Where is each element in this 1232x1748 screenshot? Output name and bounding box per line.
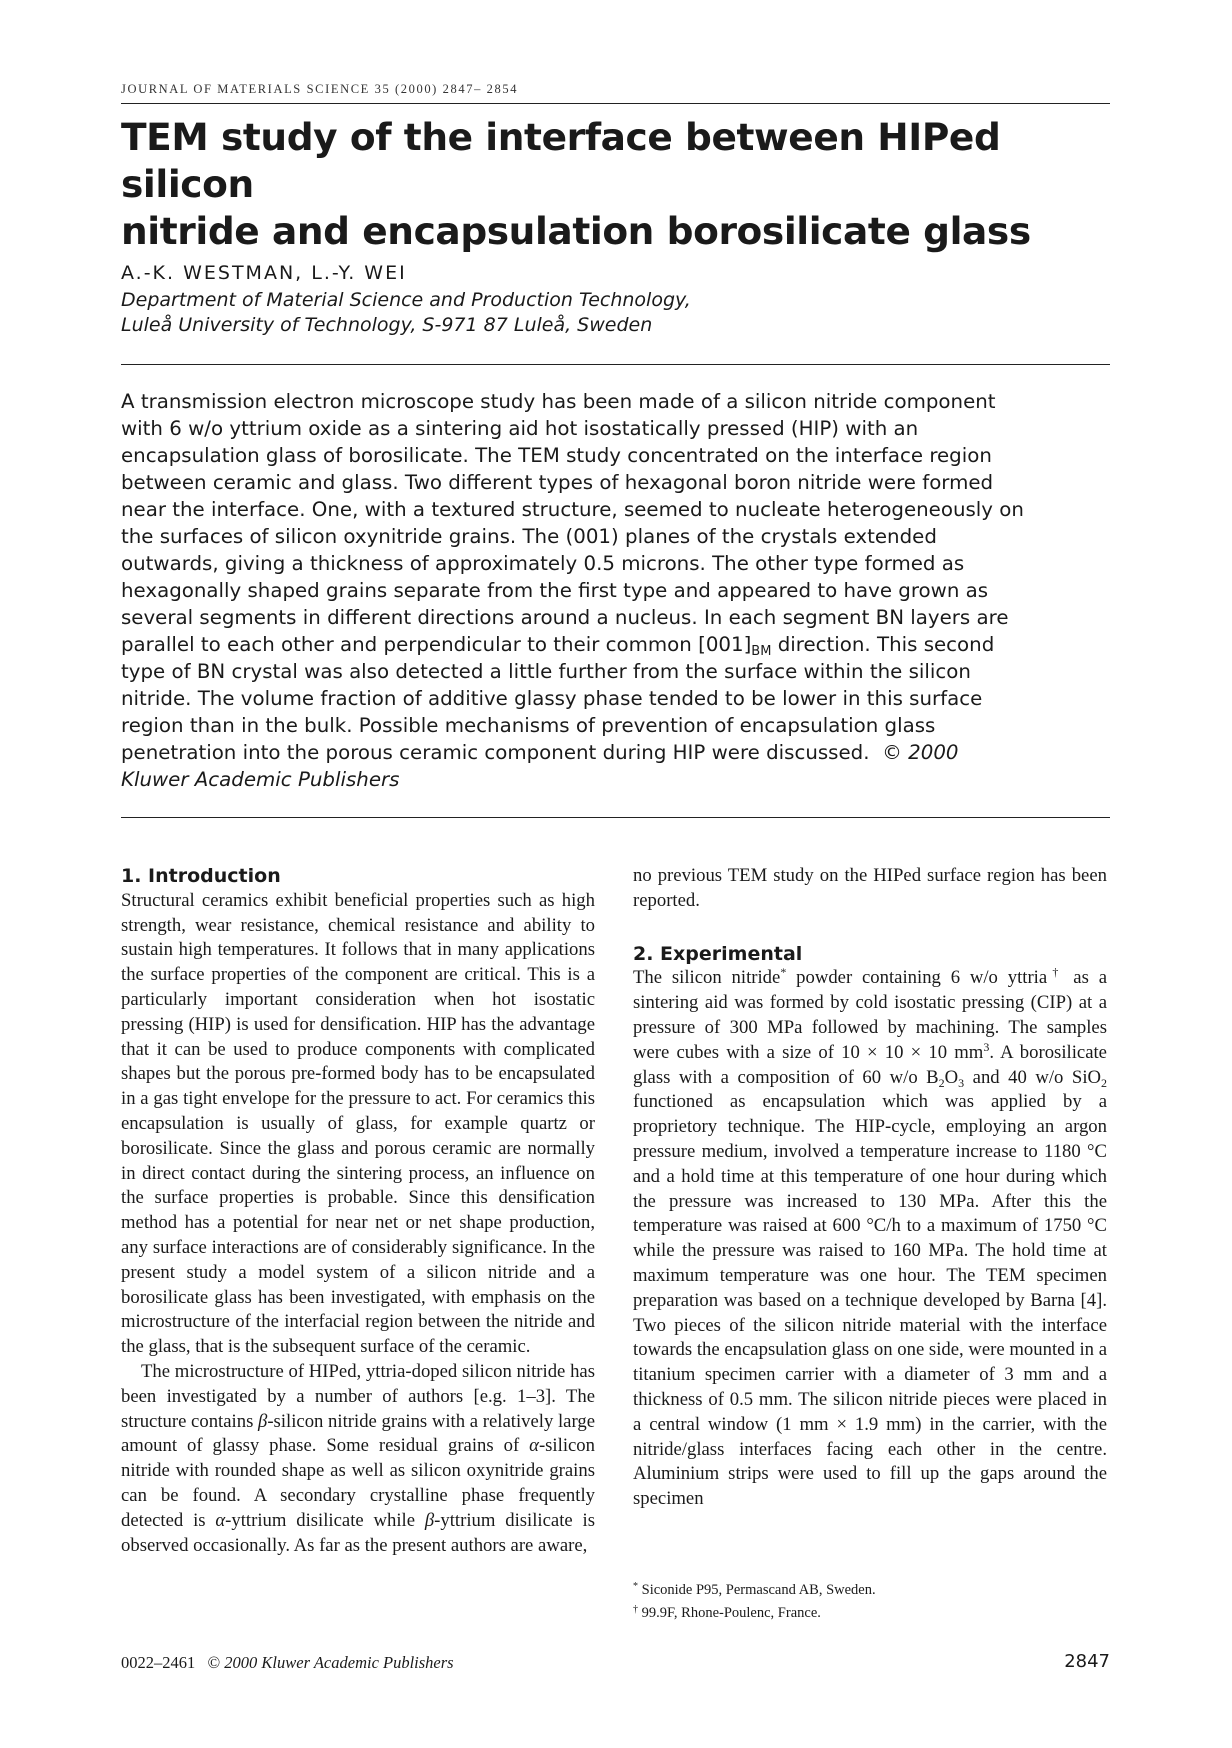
abstract-line: near the interface. One, with a textured structure, seemed to nucleate heterogeneously on: [121, 498, 1024, 521]
footnote-marker: †: [1047, 965, 1064, 980]
subscript-bm: BM: [751, 644, 772, 659]
abstract-text: penetration into the porous ceramic component during HIP were discussed.: [121, 741, 870, 764]
experimental-paragraph: [633, 966, 1107, 1512]
text-run: O: [944, 1066, 959, 1088]
intro-paragraph-1: Structural ceramics exhibit beneficial properties such as high strength, wear resistance, chemical resistance and ability to sustain high temperatures. It follows that in many applications the surface properties of the component are critical. This is a particularly important consideration when hot isostatic pressing (HIP) is used for densification. HIP has the advantage that it can be used to produce components with complicated shapes but the porous pre-formed body has to be encapsulated in a gas tight envelope for the pressure to act. For ceramics this encapsulation is usually of glass, for example quartz or borosilicate. Since the glass and porous ceramic are normally in direct contact during the sintering process, an influence on the surface properties is probable. Since this densification method has a potential for near net or net shape production, any surface interactions are of considerably significance. In the present study a model system of a silicon nitride and a borosilicate glass has been investigated, with emphasis on the microstructure of the interfacial region between the nitride and the glass, that is the subsequent surface of the ceramic.: [121, 889, 595, 1358]
text-run: The microstructure of HIPed, yttria-doped silicon nitride has been investigated by a number of authors [e.g. 1–3]. The structure contains: [121, 1360, 595, 1432]
footer-publisher: 2000 Kluwer Academic Publishers: [224, 1653, 454, 1672]
footnote-mark: *: [633, 1581, 638, 1592]
greek-beta: β: [258, 1410, 268, 1432]
superscript: 3: [983, 1039, 990, 1054]
footnote-text: 99.9F, Rhone-Poulenc, France.: [638, 1605, 821, 1621]
abstract-copyright: © 2000: [882, 741, 959, 764]
abstract-line: outwards, giving a thickness of approximately 0.5 microns. The other type formed as: [121, 552, 965, 575]
subscript: 2: [1101, 1075, 1107, 1090]
page-number: 2847: [1064, 1651, 1110, 1672]
greek-alpha: α: [215, 1509, 226, 1531]
abstract-line: region than in the bulk. Possible mechanisms of prevention of encapsulation glass: [121, 714, 936, 737]
text-run: -silicon nitride with rounded shape as well as silicon oxynitride grains can be found. A secondary crystalline phase frequently detected is: [121, 1435, 595, 1531]
subscript: 3: [958, 1075, 965, 1090]
text-run: -yttrium disilicate is observed occasionally. As far as the present authors are aware,: [121, 1509, 595, 1556]
greek-beta: β: [424, 1509, 435, 1531]
section-gap: [633, 914, 1107, 942]
right-column: [633, 864, 1107, 1512]
text-run: . A borosilicate glass with a composition of 60 w/o B: [633, 1041, 1107, 1088]
abstract-publisher: Kluwer Academic Publishers: [121, 768, 400, 791]
section-heading-experimental: 2. Experimental: [633, 942, 803, 965]
section-heading-introduction: 1. Introduction: [121, 865, 281, 887]
affiliation: [121, 288, 1021, 338]
greek-alpha: α: [529, 1435, 539, 1457]
journal-header: JOURNAL OF MATERIALS SCIENCE 35 (2000) 2847– 2854: [121, 82, 519, 96]
abstract-text: direction. This second: [771, 633, 995, 656]
page-footer-left: [121, 1653, 454, 1673]
abstract: [121, 388, 1111, 793]
text-run: The silicon nitride: [633, 967, 781, 989]
text-run: -yttrium disilicate while: [225, 1509, 425, 1531]
footnote-mark: †: [633, 1604, 638, 1615]
article-title: [121, 114, 1111, 255]
text-run: powder containing 6 w/o yttria: [786, 967, 1048, 989]
title-line-2: nitride and encapsulation borosilicate glass: [121, 209, 1031, 253]
affiliation-line-1: Department of Material Science and Production Technology,: [121, 289, 691, 311]
footnote: [633, 1602, 1107, 1625]
text-run: functioned as encapsulation which was applied by a proprietory technique. The HIP-cycle, employing an argon pressure medium, involved a temperature increase to 1180 °C and a hold time at this temperature of one hour during which the pressure was increased to 130 MPa. After this the temperature was raised at 600 °C/h to a maximum of 1750 °C while the pressure was raised to 160 MPa. The hold time at maximum temperature was one hour. The TEM specimen preparation was based on a technique developed by Barna [4]. Two pieces of the silicon nitride material with the interface towards the encapsulation glass on one side, were mounted in a titanium specimen carrier with a diameter of 3 mm and a thickness of 0.5 mm. The silicon nitride pieces were placed in a central window (1 mm × 1.9 mm) in the carrier, with the nitride/glass interfaces facing each other in the centre. Aluminium strips were used to fill up the gaps around the specimen: [633, 1091, 1107, 1510]
footnote: [633, 1579, 1107, 1602]
abstract-line: with 6 w/o yttrium oxide as a sintering aid hot isostatically pressed (HIP) with an: [121, 417, 919, 440]
text-run: as a sintering aid was formed by cold isostatic pressing (CIP) at a pressure of 300 MPa followed by machining. The samples were cubes with a size of 10 × 10 × 10 mm: [633, 967, 1107, 1063]
footnote-marker: *: [780, 965, 787, 980]
left-column: [121, 864, 595, 1558]
footer-copyright-symbol: ©: [207, 1653, 221, 1672]
text-run: and 40 w/o SiO: [964, 1066, 1101, 1088]
abstract-line: [121, 631, 1111, 658]
abstract-top-rule: [121, 364, 1110, 365]
abstract-line: A transmission electron microscope study has been made of a silicon nitride component: [121, 390, 996, 413]
abstract-bottom-rule: [121, 817, 1110, 818]
abstract-line: encapsulation glass of borosilicate. The TEM study concentrated on the interface region: [121, 444, 992, 467]
abstract-line: between ceramic and glass. Two different types of hexagonal boron nitride were formed: [121, 471, 994, 494]
abstract-line: nitride. The volume fraction of additive glassy phase tended to be lower in this surface: [121, 687, 983, 710]
affiliation-line-2: Luleå University of Technology, S-971 87 Luleå, Sweden: [121, 314, 653, 336]
header-rule: [121, 103, 1110, 104]
subscript: 2: [938, 1075, 945, 1090]
intro-paragraph-2: [121, 1360, 595, 1558]
author-list: A.-K. WESTMAN, L.-Y. WEI: [121, 262, 407, 284]
issn: 0022–2461: [121, 1653, 196, 1672]
footnotes: [633, 1579, 1107, 1625]
text-run: -silicon nitride grains with a relatively large amount of glassy phase. Some residual grains of: [121, 1410, 595, 1457]
abstract-line: several segments in different directions around a nucleus. In each segment BN layers are: [121, 606, 1009, 629]
abstract-text: parallel to each other and perpendicular to their common [001]: [121, 633, 752, 656]
title-line-1: TEM study of the interface between HIPed silicon: [121, 115, 1001, 206]
abstract-line: hexagonally shaped grains separate from the first type and appeared to have grown as: [121, 579, 989, 602]
footnote-text: Siconide P95, Permascand AB, Sweden.: [638, 1582, 876, 1598]
abstract-line: the surfaces of silicon oxynitride grains. The (001) planes of the crystals extended: [121, 525, 937, 548]
intro-continuation: no previous TEM study on the HIPed surface region has been reported.: [633, 865, 1107, 911]
abstract-line: [121, 739, 1111, 766]
abstract-line: type of BN crystal was also detected a little further from the surface within the silicon: [121, 660, 971, 683]
